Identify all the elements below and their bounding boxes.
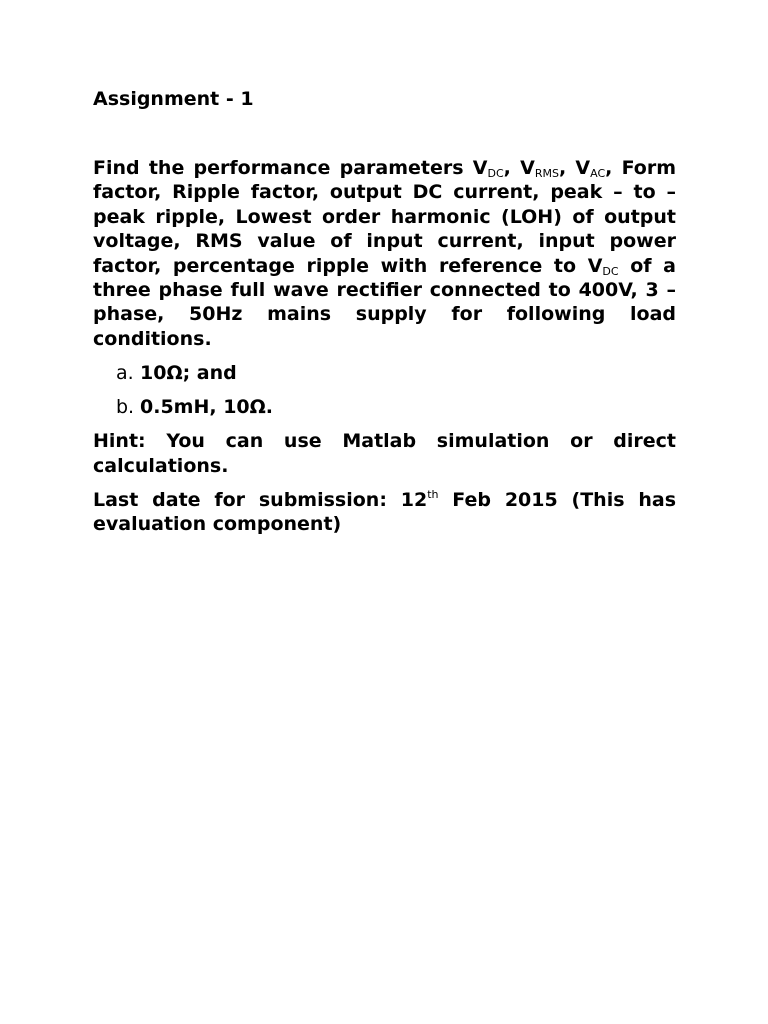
question-paragraph bbox=[93, 156, 676, 351]
vrms-subscript: RMS bbox=[534, 167, 559, 180]
vdc-reference-subscript: DC bbox=[602, 264, 619, 278]
deadline-text-prefix: Last date for submission: 12 bbox=[93, 489, 428, 512]
vac-subscript: AC bbox=[590, 167, 606, 180]
question-text-4: , Form factor, Ripple factor, output DC current, peak – to – peak ripple, Lowest order harmonic (LOH) of output voltage, RMS value of input current, input power factor, percentage ripple with reference to V bbox=[93, 157, 676, 277]
load-condition-text: 10Ω; and bbox=[140, 362, 237, 385]
hint-paragraph: Hint: You can use Matlab simulation or direct calculations. bbox=[93, 430, 676, 477]
ordinal-superscript: th bbox=[427, 488, 439, 502]
load-conditions-list bbox=[93, 361, 676, 419]
load-condition-text: 0.5mH, 10Ω. bbox=[140, 396, 273, 419]
question-text-3: , V bbox=[558, 157, 591, 179]
question-text-1: Find the performance parameters V bbox=[93, 157, 488, 179]
question-text-2: , V bbox=[503, 157, 535, 179]
list-item bbox=[93, 395, 676, 419]
vdc-subscript: DC bbox=[487, 167, 504, 180]
document-body bbox=[93, 86, 676, 547]
question-text-5: of a three phase full wave rectifier connected to 400V, 3 – phase, 50Hz mains supply for following load conditions. bbox=[93, 254, 676, 350]
deadline-text-suffix: Feb 2015 (This has evaluation component) bbox=[93, 489, 676, 536]
list-marker: a. bbox=[116, 362, 134, 385]
assignment-title: Assignment - 1 bbox=[93, 88, 254, 110]
deadline-paragraph bbox=[93, 488, 676, 537]
list-marker: b. bbox=[116, 396, 135, 419]
list-item bbox=[93, 361, 676, 385]
